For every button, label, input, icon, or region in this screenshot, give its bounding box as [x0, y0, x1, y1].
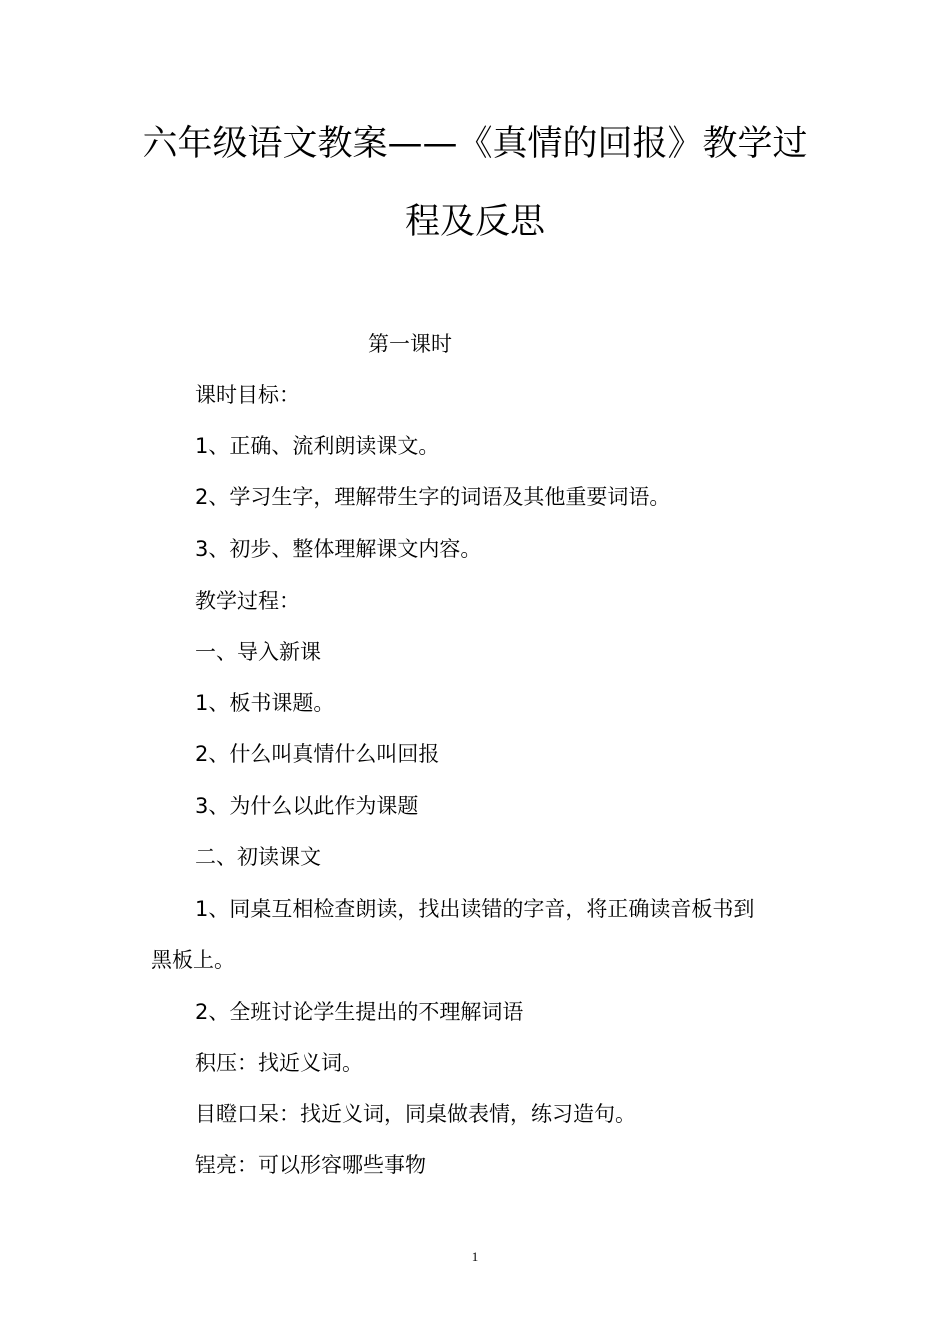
paragraph-section-1: 一、导入新课: [195, 640, 321, 664]
paragraph-section-2-item-2: 2、全班讨论学生提出的不理解词语: [195, 1000, 524, 1024]
paragraph-objective-2: 2、学习生字，理解带生字的词语及其他重要词语。: [195, 485, 671, 509]
paragraph-vocab-3: 锃亮：可以形容哪些事物: [195, 1153, 426, 1177]
paragraph-section-1-item-2: 2、什么叫真情什么叫回报: [195, 742, 440, 766]
paragraph-objective-3: 3、初步、整体理解课文内容。: [195, 537, 482, 561]
paragraph-section-2: 二、初读课文: [195, 845, 321, 869]
paragraph-section-2-item-1: 1、同桌互相检查朗读，找出读错的字音，将正确读音板书到: [195, 897, 755, 921]
paragraph-section-1-item-1: 1、板书课题。: [195, 691, 335, 715]
lesson-heading: 第一课时: [368, 332, 452, 356]
page-number: 1: [471, 1249, 479, 1264]
paragraph-section-2-item-1-continued: 黑板上。: [151, 948, 235, 972]
paragraph-objectives-heading: 课时目标：: [195, 383, 300, 407]
paragraph-process-heading: 教学过程：: [195, 589, 300, 613]
paragraph-vocab-1: 积压：找近义词。: [195, 1051, 363, 1075]
paragraph-section-1-item-3: 3、为什么以此作为课题: [195, 794, 419, 818]
document-title-line-2: 程及反思: [404, 202, 545, 242]
paragraph-objective-1: 1、正确、流利朗读课文。: [195, 434, 440, 458]
paragraph-vocab-2: 目瞪口呆：找近义词，同桌做表情，练习造句。: [195, 1102, 636, 1126]
document-title-line-1: 六年级语文教案——《真情的回报》教学过: [142, 124, 808, 164]
